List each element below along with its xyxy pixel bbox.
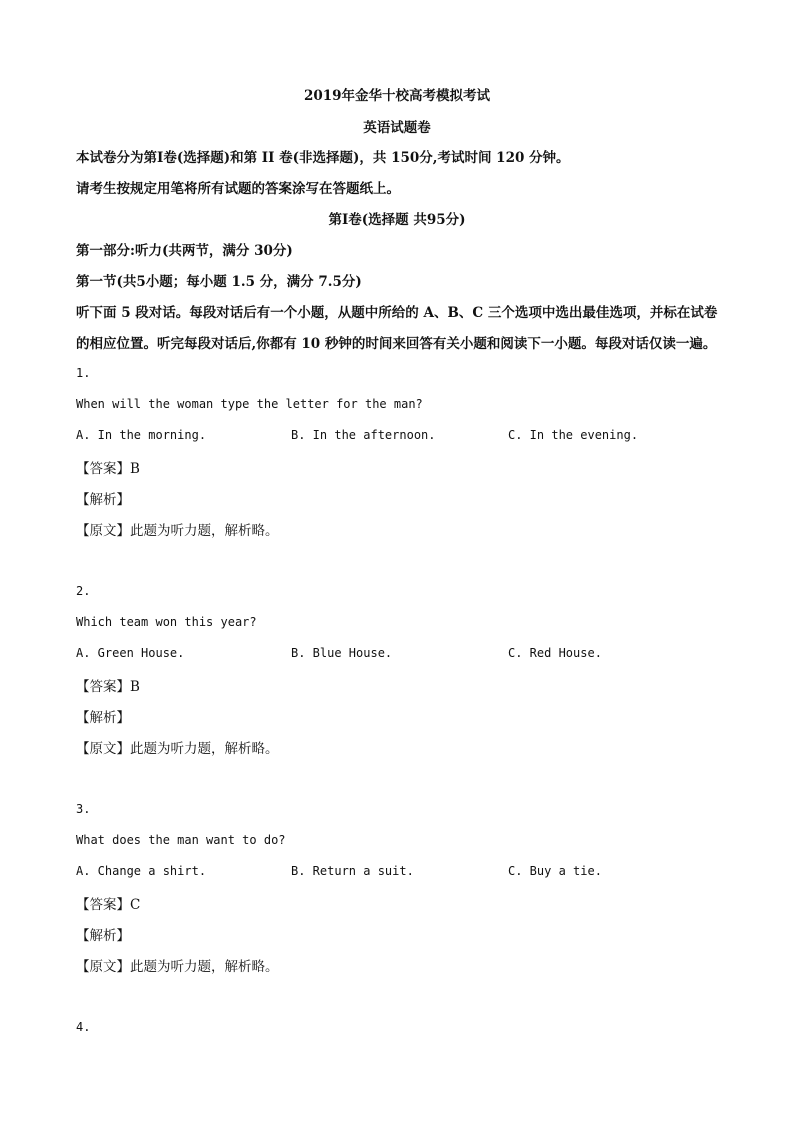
original-text-label: 【原文】此题为听力题，解析略。 (76, 959, 279, 975)
option-a: A. In the morning. (76, 428, 207, 442)
option-b: B. In the afternoon. (291, 428, 436, 442)
option-c: C. Buy a tie. (508, 864, 602, 878)
intro-line-1: 本试卷分为第Ⅰ卷(选择题)和第 II 卷(非选择题)，共 150分,考试时间 120 分钟。 (76, 150, 570, 166)
question-text: What does the man want to do? (76, 833, 286, 847)
instruction-line-2: 的相应位置。听完每段对话后,你都有 10 秒钟的时间来回答有关小题和阅读下一小题。每段对话仅读一遍。 (76, 336, 717, 352)
option-c: C. Red House. (508, 646, 602, 660)
question-number: 3. (76, 802, 91, 816)
question-number: 4. (76, 1020, 91, 1034)
question-text: When will the woman type the letter for the man? (76, 397, 423, 411)
option-a: A. Green House. (76, 646, 185, 660)
original-text-label: 【原文】此题为听力题，解析略。 (76, 523, 279, 539)
instruction-line-1: 听下面 5 段对话。每段对话后有一个小题，从题中所给的 A、B、C 三个选项中选出最佳选项，并标在试卷 (76, 305, 718, 321)
exam-title: 2019年金华十校高考模拟考试 (303, 88, 491, 104)
subsection-title: 第一节(共5小题；每小题 1.5 分，满分 7.5分) (76, 274, 362, 290)
option-b: B. Blue House. (291, 646, 393, 660)
question-number: 2. (76, 584, 91, 598)
analysis-label: 【解析】 (76, 492, 130, 508)
question-text: Which team won this year? (76, 615, 257, 629)
exam-subtitle: 英语试题卷 (363, 120, 431, 136)
intro-line-2: 请考生按规定用笔将所有试题的答案涂写在答题纸上。 (76, 181, 400, 197)
analysis-label: 【解析】 (76, 710, 130, 726)
answer-label: 【答案】C (76, 897, 141, 913)
option-c: C. In the evening. (508, 428, 639, 442)
option-b: B. Return a suit. (291, 864, 414, 878)
option-a: A. Change a shirt. (76, 864, 207, 878)
original-text-label: 【原文】此题为听力题，解析略。 (76, 741, 279, 757)
section-title: 第一部分:听力(共两节，满分 30分) (76, 243, 293, 259)
question-number: 1. (76, 366, 91, 380)
part-one-heading: 第Ⅰ卷(选择题 共95分) (328, 212, 466, 228)
answer-label: 【答案】B (76, 461, 140, 477)
analysis-label: 【解析】 (76, 928, 130, 944)
answer-label: 【答案】B (76, 679, 140, 695)
